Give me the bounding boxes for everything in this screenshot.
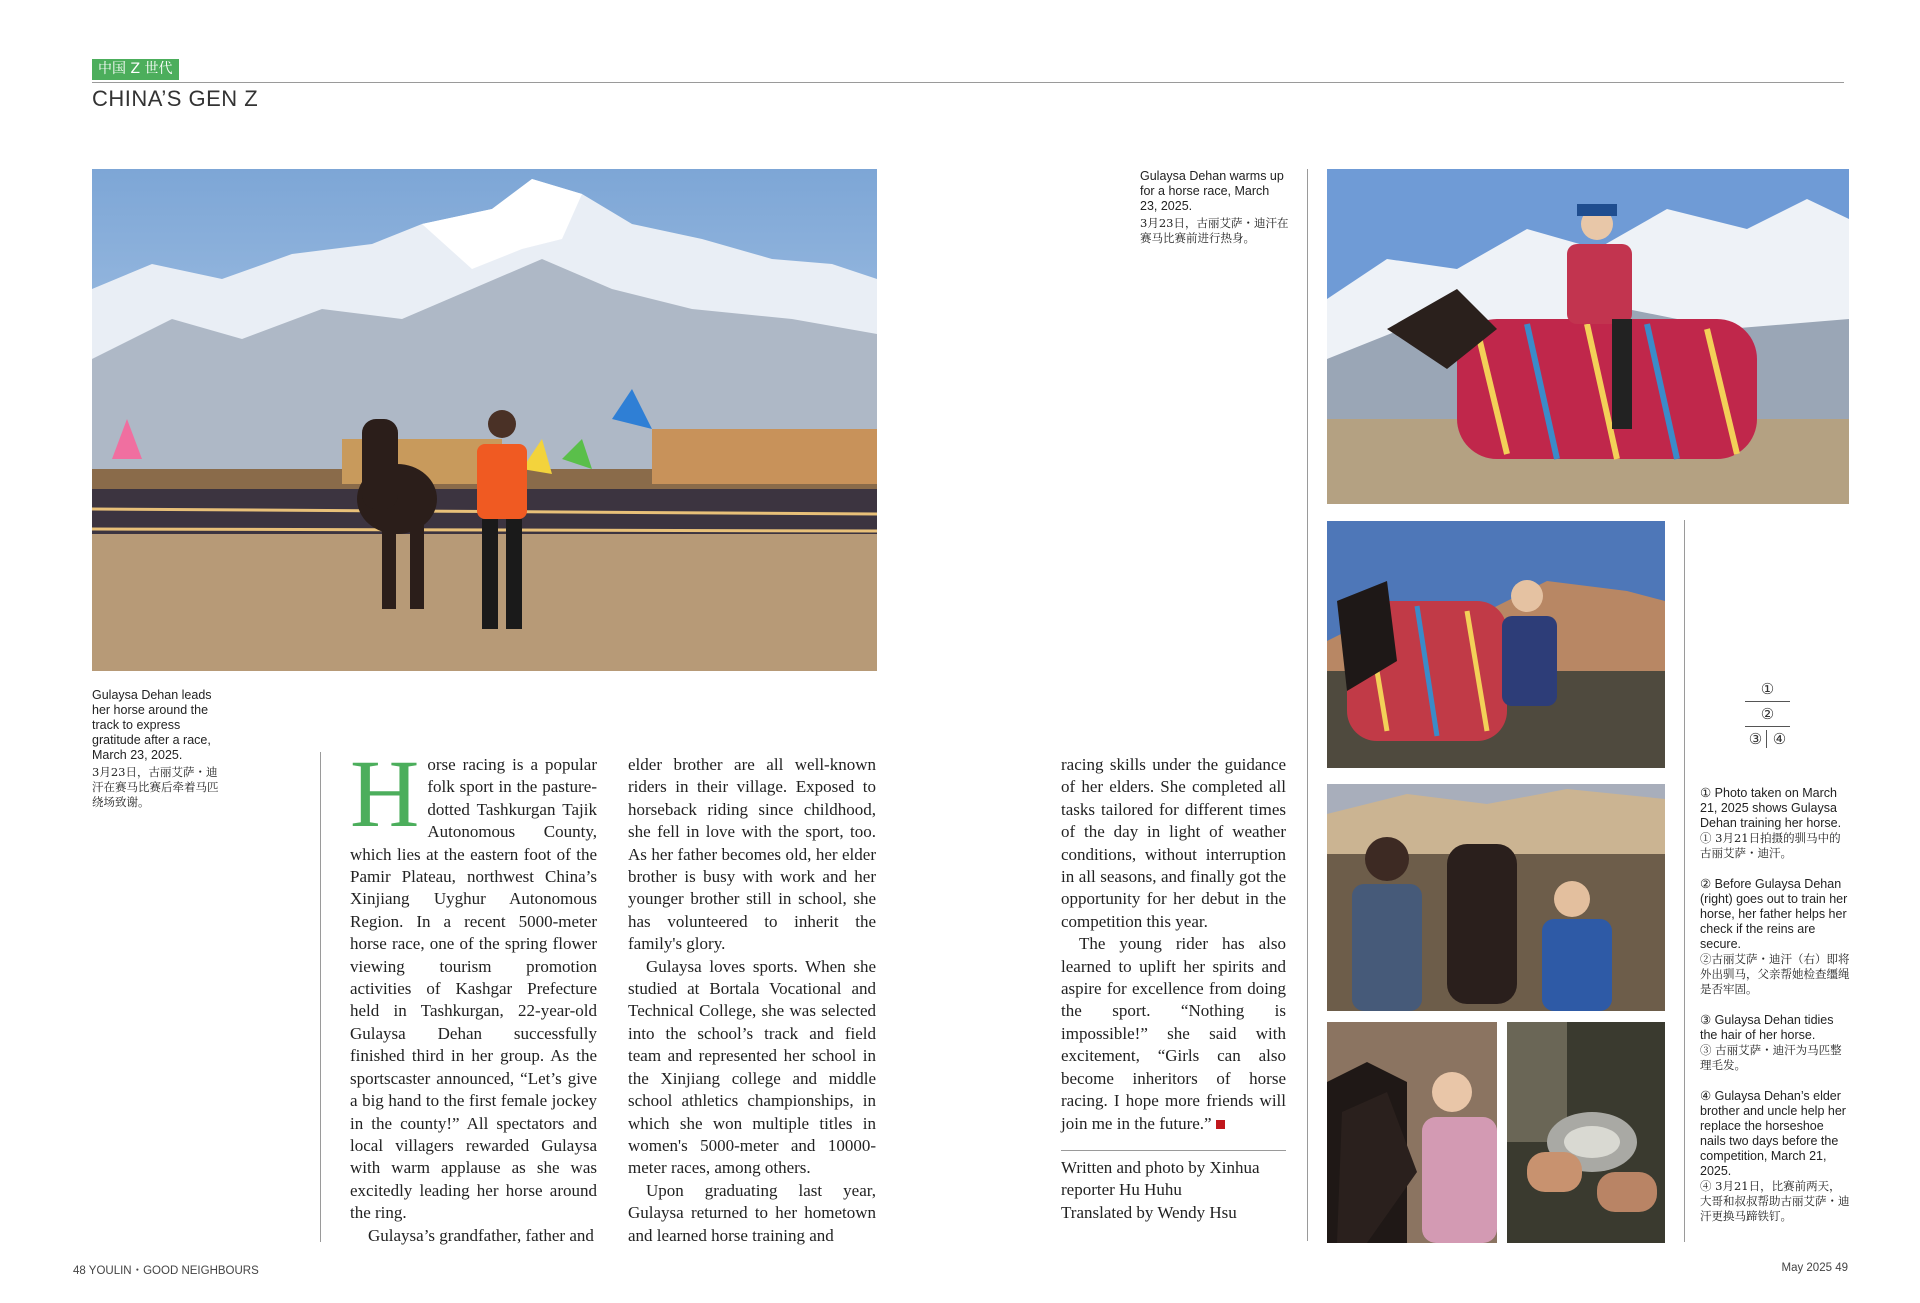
side-caption-cn: ④ 3月21日，比赛前两天，大哥和叔叔帮助古丽艾萨・迪汗更换马蹄铁钉。	[1700, 1179, 1850, 1223]
section-title: CHINA’S GEN Z	[92, 86, 259, 111]
end-mark-icon	[1216, 1120, 1225, 1129]
page-number-left: 48	[73, 1265, 86, 1277]
credits	[1061, 1157, 1291, 1224]
photo-2	[1327, 784, 1665, 1011]
column-rule-left	[320, 752, 321, 1242]
credit-translator: Translated by Wendy Hsu	[1061, 1202, 1237, 1222]
side-caption-item	[1700, 1013, 1850, 1073]
section-tag: 中国 Z 世代	[92, 59, 179, 80]
index-2: ②	[1760, 705, 1775, 723]
main-photo-caption	[92, 688, 227, 810]
top-caption-cn: 3月23日，古丽艾萨・迪汗在赛马比赛前进行热身。	[1140, 216, 1289, 245]
footer-left	[73, 1262, 259, 1278]
main-caption-en: Gulaysa Dehan leads her horse around the track to express gratitude after a race, March 23, 2025.	[92, 688, 212, 762]
article-paragraph: Upon graduating last year, Gulaysa returned to her hometown and learned horse training and	[628, 1180, 876, 1245]
main-caption-cn: 3月23日，古丽艾萨・迪汗在赛马比赛后牵着马匹绕场致谢。	[92, 765, 219, 809]
article-column-1	[350, 740, 597, 1247]
drop-cap: H	[350, 740, 420, 847]
article-column-2	[628, 754, 876, 1247]
credit-writer: Written and photo by Xinhua reporter Hu Huhu	[1061, 1158, 1260, 1200]
index-3: ③	[1745, 730, 1767, 748]
side-caption-item	[1700, 786, 1850, 861]
issue-date: May 2025	[1781, 1262, 1832, 1274]
side-caption-cn: ③ 古丽艾萨・迪汗为马匹整理毛发。	[1700, 1043, 1842, 1072]
footer-right	[1781, 1262, 1848, 1274]
index-4: ④	[1772, 730, 1787, 748]
top-right-photo	[1327, 169, 1849, 504]
side-caption-cn: ②古丽艾萨・迪汗（右）即将外出驯马，父亲帮她检查缰绳是否牢固。	[1700, 952, 1850, 996]
side-caption-rule	[1684, 520, 1685, 1242]
photo-4	[1507, 1022, 1665, 1243]
side-captions	[1700, 786, 1850, 1240]
header-rule	[92, 82, 1844, 83]
article-paragraph: Gulaysa’s grandfather, father and	[368, 1225, 594, 1245]
article-paragraph: racing skills under the guidance of her elders. She completed all tasks tailored for different times of the day in light of weather conditions, without interruption in all seasons, and finally got the opportunity for her debut in the competition this year.	[1061, 755, 1286, 931]
photo-3	[1327, 1022, 1497, 1243]
article-text: orse racing is a popular folk sport in the pasture-dotted Tashkurgan Tajik Autonomous County, which lies at the eastern foot of the Pamir Plateau, northwest China’s Xinjiang Uyghur Autonomous Region. In a recent 5000-meter horse race, one of the spring flower viewing tourism promotion activities of Kashgar Prefecture held in Tashkurgan, 22-year-old Gulaysa Dehan successfully finished third in her group. As the sportscaster announced, “Let’s give a big hand to the first female jockey in the county!” All spectators and local villagers rewarded Gulaysa with warm applause as she was excitedly leading her horse around the ring.	[350, 755, 597, 1223]
side-caption-item	[1700, 877, 1850, 997]
article-paragraph	[350, 740, 597, 1225]
side-caption-en: ① Photo taken on March 21, 2025 shows Gulaysa Dehan training her horse.	[1700, 786, 1842, 830]
article-column-3	[1061, 754, 1286, 1135]
top-caption-en: Gulaysa Dehan warms up for a horse race, March 23, 2025.	[1140, 169, 1284, 213]
side-caption-item	[1700, 1089, 1850, 1224]
page-number-right: 49	[1835, 1262, 1848, 1274]
article-paragraph	[1061, 933, 1286, 1135]
photo-1	[1327, 521, 1665, 768]
publication-name: YOULIN・GOOD NEIGHBOURS	[88, 1265, 259, 1277]
index-1: ①	[1760, 680, 1775, 698]
article-paragraph: elder brother are all well-known riders in their village. Exposed to horseback riding since childhood, she fell in love with the sport, too. As her father becomes old, her elder brother is busy with work and her younger brother still in school, she has volunteered to inherit the family's glory.	[628, 755, 876, 954]
article-text: The young rider has also learned to uplift her spirits and aspire for excellence from doing the sport. “Nothing is impossible!” she said with excitement, “Girls can also become inheritors of horse racing. I hope more friends will join me in the future.”	[1061, 934, 1286, 1133]
side-caption-en: ④ Gulaysa Dehan’s elder brother and uncle help her replace the horseshoe nails two days before the competition, March 21, 2025.	[1700, 1089, 1846, 1178]
credit-rule	[1061, 1150, 1286, 1151]
index-divider	[1745, 726, 1790, 727]
side-caption-cn: ① 3月21日拍摄的驯马中的古丽艾萨・迪汗。	[1700, 831, 1841, 860]
side-caption-en: ② Before Gulaysa Dehan (right) goes out to train her horse, her father helps her check if the reins are secure.	[1700, 877, 1848, 951]
photo-index-diagram	[1745, 680, 1790, 748]
index-divider	[1745, 701, 1790, 702]
main-photo	[92, 169, 877, 671]
side-caption-en: ③ Gulaysa Dehan tidies the hair of her horse.	[1700, 1013, 1834, 1042]
article-paragraph: Gulaysa loves sports. When she studied at Bortala Vocational and Technical College, she was selected into the school’s track and field team and represented her school in the Xinjiang college and middle school athletics championships, in which she won multiple titles in women's 5000-meter and 10000-meter races, among others.	[628, 956, 876, 1178]
top-photo-caption	[1140, 169, 1290, 246]
column-rule-right	[1307, 169, 1308, 1241]
